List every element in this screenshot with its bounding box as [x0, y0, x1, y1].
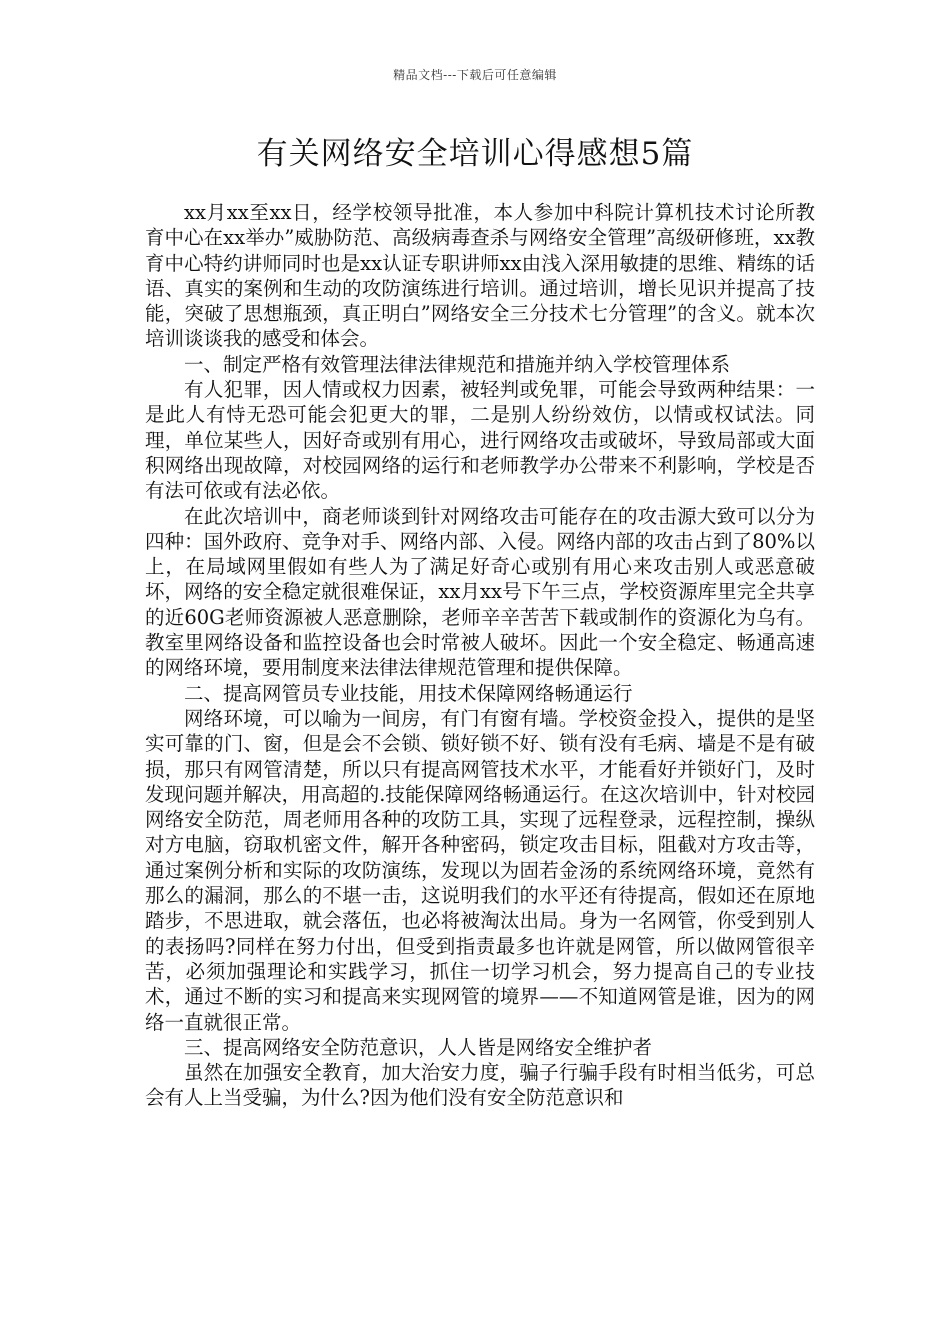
paragraph: 有人犯罪，因人情或权力因素，被轻判或免罪，可能会导致两种结果：一是此人有恃无恐可能会犯更大的罪，二是别人纷纷效仿，以情或权试法。同理，单位某些人，因好奇或别有用心，进行网络攻击或破坏，导致局部或大面积网络出现故障，对校园网络的运行和老师教学办公带来不利影响，学校是否有法可依或有法必依。: [145, 378, 815, 503]
header-note: 精品文档---下载后可任意编辑: [393, 68, 557, 82]
section-heading-1: 一、制定严格有效管理法律法律规范和措施并纳入学校管理体系: [184, 352, 731, 376]
document-body: [145, 200, 815, 1111]
paragraph: 网络环境，可以喻为一间房，有门有窗有墙。学校资金投入，提供的是坚实可靠的门、窗，但是会不会锁、锁好锁不好、锁有没有毛病、墙是不是有破损，那只有网管清楚，所以只有提高网管技术水平，才能看好并锁好门，及时发现问题并解决，用高超的.技能保障网络畅通运行。在这次培训中，针对校园网络安全防范，周老师用各种的攻防工具，实现了远程登录，远程控制，操纵对方电脑，窃取机密文件，解开各种密码，锁定攻击目标，阻截对方攻击等，通过案例分析和实际的攻防演练，发现以为固若金汤的系统网络环境，竟然有那么的漏洞，那么的不堪一击，这说明我们的水平还有待提高，假如还在原地踏步，不思进取，就会落伍，也必将被淘汰出局。身为一名网管，你受到别人的表扬吗?同样在努力付出，但受到指责最多也许就是网管，所以做网管很辛苦，必须加强理论和实践学习，抓住一切学习机会，努力提高自己的专业技术，通过不断的实习和提高来实现网管的境界——不知道网管是谁，因为的网络一直就很正常。: [145, 706, 815, 1034]
paragraph: 虽然在加强安全教育，加大治安力度，骗子行骗手段有时相当低劣，可总会有人上当受骗，为什么?因为他们没有安全防范意识和: [145, 1061, 815, 1110]
section-heading-3: 三、提高网络安全防范意识，人人皆是网络安全维护者: [184, 1035, 653, 1059]
section-heading-2: 二、提高网管员专业技能，用技术保障网络畅通运行: [184, 681, 633, 705]
document-title: 有关网络安全培训心得感想5篇: [256, 136, 694, 172]
paragraph: 在此次培训中，商老师谈到针对网络攻击可能存在的攻击源大致可以分为四种：国外政府、竞争对手、网络内部、入侵。网络内部的攻击占到了80%以上，在局域网里假如有些人为了满足好奇心或别有用心来攻击别人或恶意破坏，网络的安全稳定就很难保证，xx月xx号下午三点，学校资源库里完全共享的近60G老师资源被人恶意删除，老师辛辛苦苦下载或制作的资源化为乌有。教室里网络设备和监控设备也会时常被人破坏。因此一个安全稳定、畅通高速的网络环境，要用制度来法律法律规范管理和提供保障。: [145, 504, 815, 680]
paragraph-intro: xx月xx至xx日，经学校领导批准，本人参加中科院计算机技术讨论所教育中心在xx举办”威胁防范、高级病毒查杀与网络安全管理”高级研修班，xx教育中心特约讲师同时也是xx认证专职讲师xx由浅入深用敏捷的思维、精练的话语、真实的案例和生动的攻防演练进行培训。通过培训，增长见识并提高了技能，突破了思想瓶颈，真正明白”网络安全三分技术七分管理”的含义。就本次培训谈谈我的感受和体会。: [145, 201, 815, 351]
